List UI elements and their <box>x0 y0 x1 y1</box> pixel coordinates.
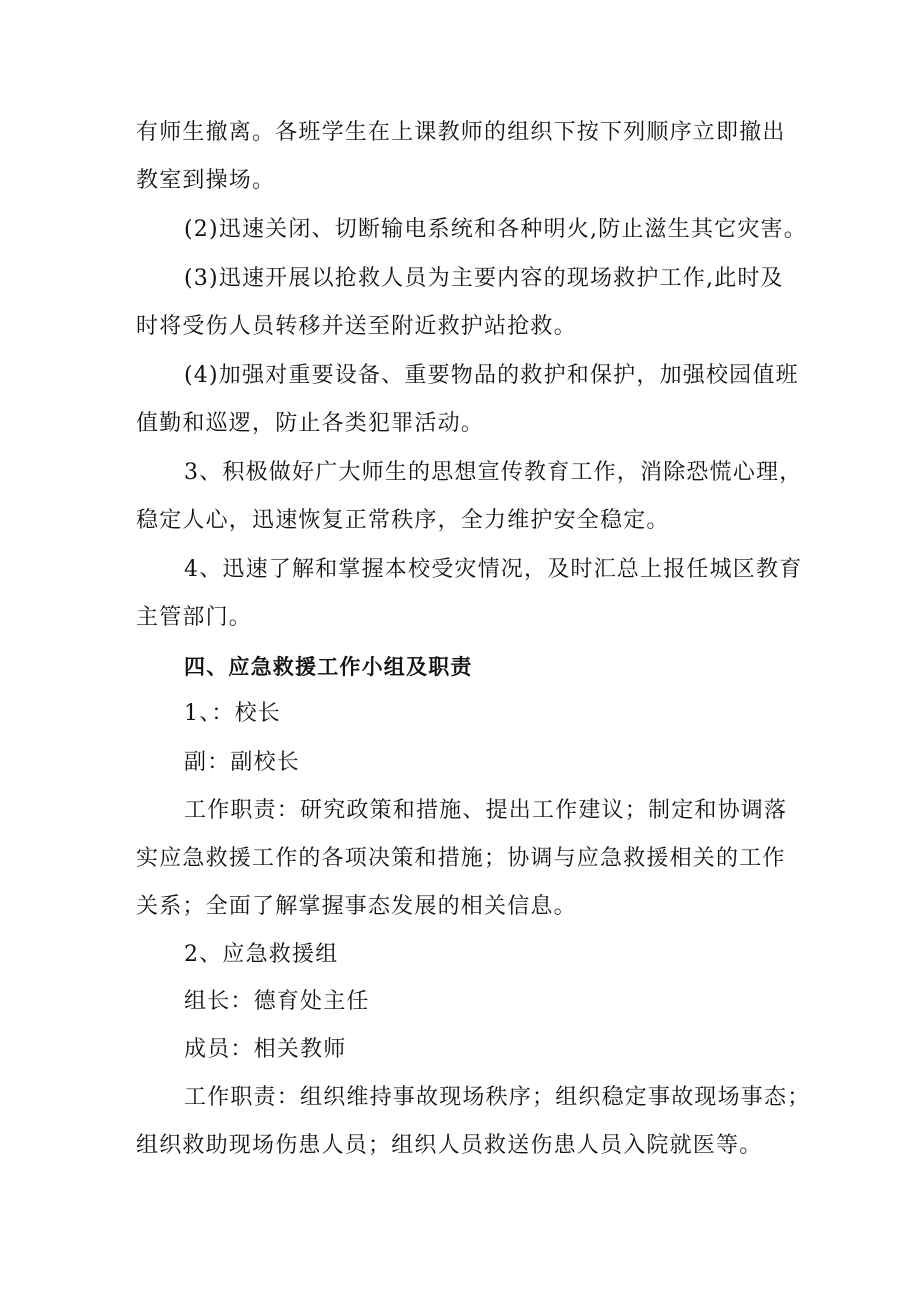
evacuation-paragraph <box>136 109 796 205</box>
text-line: 组长：德育处主任 <box>184 989 370 1014</box>
section-3-paragraph <box>136 449 803 545</box>
text-line: (3)迅速开展以抢救人员为主要内容的现场救护工作,此时及 <box>184 266 784 291</box>
text-line: 教室到操场。 <box>136 168 276 193</box>
text-line: 3、积极做好广大师生的思想宣传教育工作，消除恐慌心理， <box>184 460 803 485</box>
members-paragraph <box>136 1026 796 1074</box>
group-leader-paragraph <box>136 978 796 1026</box>
text-line: 2、应急救援组 <box>184 942 339 967</box>
item-3-paragraph <box>136 255 796 351</box>
text-line: 实应急救援工作的各项决策和措施；协调与应急救援相关的工作 <box>136 846 786 871</box>
text-line: 工作职责：研究政策和措施、提出工作建议；制定和协调落 <box>184 798 788 823</box>
item-2-paragraph <box>136 206 807 254</box>
rescue-duties-paragraph <box>136 1074 811 1170</box>
text-line: 有师生撤离。各班学生在上课教师的组织下按下列顺序立即撤出 <box>136 120 786 145</box>
deputy-paragraph <box>136 739 796 787</box>
rescue-group-paragraph <box>136 931 796 979</box>
text-line: 组织救助现场伤患人员；组织人员救送伤患人员入院就医等。 <box>136 1133 763 1158</box>
heading-line: 四、应急救援工作小组及职责 <box>184 655 473 679</box>
text-line: 时将受伤人员转移并送至附近救护站抢救。 <box>136 314 577 339</box>
text-line: 副：副校长 <box>184 750 301 775</box>
text-line: 4、迅速了解和掌握本校受灾情况，及时汇总上报任城区教育 <box>184 557 803 582</box>
item-4-paragraph <box>136 352 799 448</box>
text-line: 稳定人心，迅速恢复正常秩序，全力维护安全稳定。 <box>136 508 670 533</box>
text-line: 主管部门。 <box>136 605 253 630</box>
section-heading <box>136 643 796 691</box>
section-4-paragraph <box>136 546 803 642</box>
text-line: 工作职责：组织维持事故现场秩序；组织稳定事故现场事态； <box>184 1085 811 1110</box>
leader-paragraph <box>136 690 796 738</box>
leadership-duties-paragraph <box>136 787 796 931</box>
text-line: (4)加强对重要设备、重要物品的救护和保护，加强校园值班 <box>184 363 799 388</box>
text-line: (2)迅速关闭、切断输电系统和各种明火,防止滋生其它灾害。 <box>184 217 807 242</box>
text-line: 成员：相关教师 <box>184 1037 347 1062</box>
text-line: 关系；全面了解掌握事态发展的相关信息。 <box>136 894 577 919</box>
text-line: 值勤和巡逻，防止各类犯罪活动。 <box>136 411 485 436</box>
text-line: 1、：校长 <box>184 701 281 726</box>
